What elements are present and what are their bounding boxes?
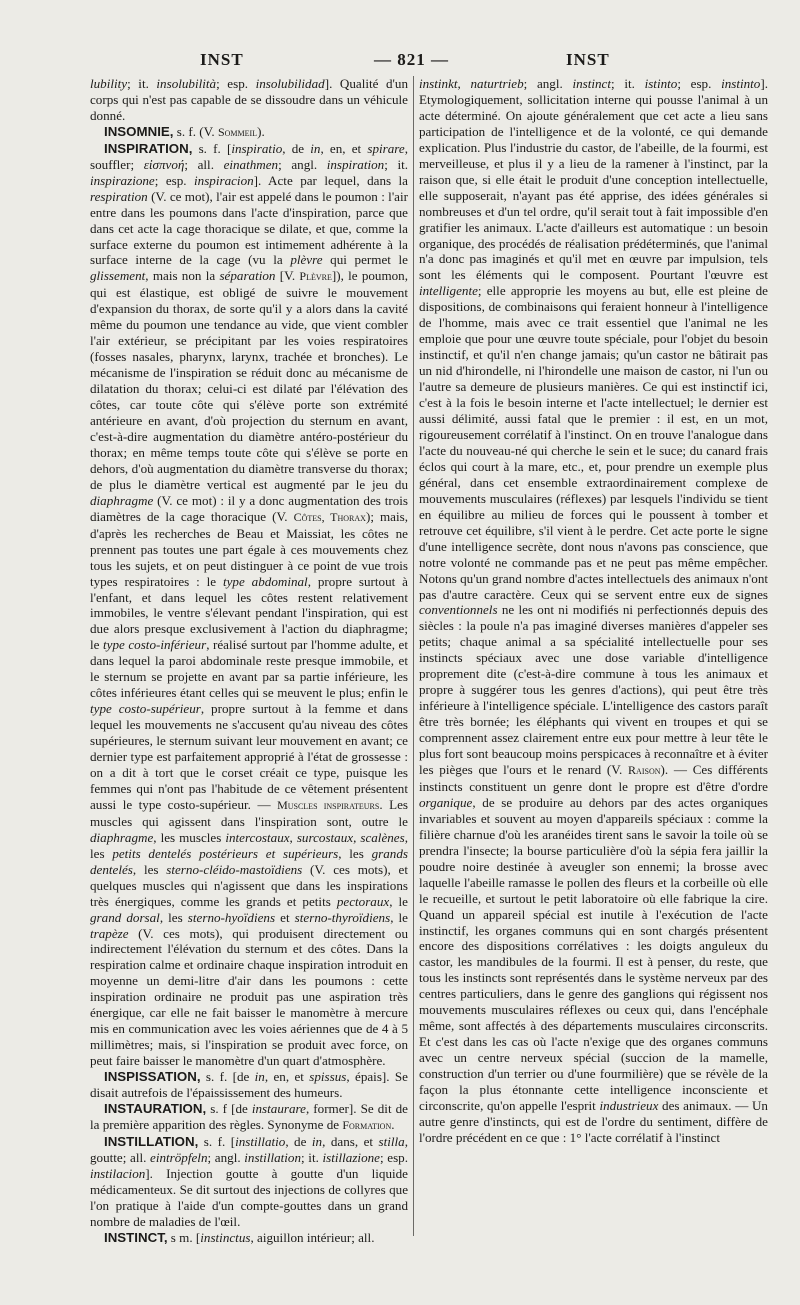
body-text: ; esp.	[216, 76, 256, 91]
italic-term: inspirazione	[90, 172, 155, 188]
italic-term: istillazione	[322, 1149, 380, 1165]
italic-term: industrieux	[599, 1098, 659, 1113]
body-text: ]), le poumon, qui est élastique, est obligé de suivre le mouvement d'expansion du thorax, de sorte qu'il y a alors dans la cavité même du poumon une tendance au vide, que vient combler l'air extérieur, se précipitant par les voies respiratoires (fosses nasales, pharynx, larynx, trachée et bronches). Le mécanisme de l'inspiration se réduit donc au mécanisme de dilatation du thorax; celui-ci est dilaté par l'élévation des côtes, car toute côte qui s'élève porte son extrémité antérieure en avant, d'où projection du sternum en avant, c'est-à-dire augmentation du diamètre antéro-postérieur du thorax; en même temps toute côte qui s'élève se porte en dehors, d'où augmentation du diamètre transverse du thorax; de plus le diamètre vertical est augmenté par le jeu du	[90, 268, 408, 492]
body-text: ); mais, d'après les recherches de Beau et Maissiat, les côtes ne prennent pas toutes une part égale à ces mouvements chez tous les sujets, et on peut distinguer à ce point de vue trois types respiratoires : le	[90, 508, 408, 589]
body-text: ; esp.	[677, 76, 722, 91]
italic-term: type abdominal	[222, 573, 308, 589]
italic-term: in	[311, 1133, 323, 1149]
body-text: s m. [	[167, 1229, 201, 1245]
italic-term: lubility	[90, 76, 128, 91]
italic-term: plèvre	[290, 252, 323, 268]
entry-instillation	[90, 1134, 408, 1230]
body-text: ]. Injection goutte à goutte d'un liquide médicamenteux. Se dit surtout des injections de collyres que l'on pratique à l'aide d'un compte-gouttes dans un grand nombre de maladies de l'œil.	[90, 1165, 408, 1229]
italic-term: type costo-inférieur	[103, 637, 207, 653]
italic-term: sterno-hyoïdiens	[187, 909, 276, 925]
headword: INSTAURATION,	[104, 1101, 207, 1116]
entry-instinct	[90, 1230, 408, 1246]
body-text: , dans, et	[322, 1133, 379, 1149]
italic-term: einathmen	[223, 156, 279, 172]
body-text: ; all.	[184, 156, 224, 172]
header-left-guide-word: INST	[200, 50, 244, 69]
body-text: , mais non la	[145, 268, 220, 284]
body-text: et	[275, 909, 295, 925]
italic-term: instinto	[721, 76, 761, 91]
body-text: , goutte; all.	[90, 1133, 408, 1165]
body-text: , épais]. Se disait autrefois de l'épaississement des humeurs.	[90, 1069, 408, 1101]
body-text: ]. Acte par lequel, dans la	[253, 172, 408, 188]
body-text: , le	[390, 909, 408, 925]
body-text: s. f. (V.	[173, 123, 218, 139]
italic-term: stilla	[378, 1133, 405, 1149]
italic-term: grands dentelés	[90, 845, 408, 877]
body-text: qui permet le	[322, 252, 408, 268]
body-text: (V. ces mots), et quelques muscles qui n'agissent que dans les inspirations très énergiques, comme les grands et petits	[90, 861, 408, 909]
italic-term: diaphragme	[90, 492, 154, 508]
italic-term: insolubilidad	[255, 76, 325, 91]
cross-reference: Sommeil	[217, 124, 258, 139]
body-text: ; angl.	[278, 156, 327, 172]
entry-instauration	[90, 1101, 408, 1134]
italic-term: séparation	[219, 268, 276, 284]
body-text: ; esp.	[154, 172, 195, 188]
italic-term: inspiration	[326, 156, 385, 172]
entry-cont	[90, 76, 408, 124]
italic-term: organique	[419, 794, 473, 810]
headword: INSOMNIE,	[104, 123, 174, 139]
body-text: ; elle approprie les moyens au but, elle est pleine de dispositions, de combinaisons qui feraient honneur à l'intelligence de l'homme, mais avec ce trait essentiel que l'animal ne les emploie que pour une œuvre toute spéciale, pour l'objet du besoin instinctif, et qu'il n'en change jamais; qu'un castor ne bâtirait pas un nid d'hirondelle, ni l'hirondelle une maison de castor, ni l'un ou l'autre sa demeure de plusieurs manières. Ce qui est instinctif ici, c'est à la fois le besoin interne et l'acte intellectuel; le dernier est aussi délimité, aussi fatal que le premier : il est, en un mot, rigoureusement corrélatif à l'instinct. On en trouve l'analogue dans l'acte du nouveau-né qui cherche le sein et le suce; du canard frais éclos qui court à la mare, etc., et, pour prendre un exemple plus général, dans cet ensemble extraordinairement complexe de mouvements musculaires (réflexes) par lesquels l'individu se tient en équilibre au milieu de forces qui le poussent à tomber et retrouve cet équilibre, s'il vient à le perdre. Cet acte porte le signe d'une intelligence secrète, dont nous n'avons pas conscience, que notre volonté ne commande pas et ne peut pas même empêcher. Notons qu'un grand nombre d'actes intellectuels des animaux n'ont pas d'autre caractère. Ceux qui se servent entre eux de signes	[419, 283, 768, 602]
body-text: , de	[282, 140, 311, 156]
column-divider	[413, 76, 414, 1236]
body-text: s. f. [	[192, 140, 232, 156]
italic-term: intercostaux, surcostaux, scalènes	[225, 829, 405, 845]
italic-term: instilacion	[90, 1165, 146, 1181]
body-text: ; angl.	[207, 1149, 245, 1165]
entry-inspiration	[90, 141, 408, 1069]
italic-term: spirare	[367, 140, 405, 156]
body-text: , de se produire au dehors par des actes organiques invariables et souvent au moyen d'appareils spéciaux : comme la filière charnue d'où les aranéides tirent sans le savoir la toile où se prendra l'insecte; la bourse particulière d'où la sépia fera jaillir la poudre noire destinée à aveugler son ennemi; la brosse avec laquelle l'abeille ramasse le pollen des fleurs et la corbeille où elle le recueille, et surtout le petit laboratoire où elle fabrique la cire. Quand un appareil spécial est inutile à l'exécution de l'acte instinctif, les organes communs qui en sont chargés présentent encore des dispositions corrélatives : les doigts anguleux du castor, les mandibules de la fourmi. Il est à penser, du reste, que tous les instincts sont représentés dans le système nerveux par des centres particuliers, dans le genre des ganglions qui régissent nos mouvements musculaires réflexes ou ceux qui, dans l'encéphale même, sont affectés à des départements musculaires circonscrits. Et c'est dans les cas où l'acte n'exige que des organes communs avec un centre nerveux spécial (succion de la mamelle, construction d'un terrier ou d'une fourmilière) que se révèle de la façon la plus étonnante cette intelligence inconsciente et circonscrite, qu'on appelle l'esprit	[419, 794, 768, 1113]
entry-insomnie	[90, 124, 408, 141]
entry-inspissation	[90, 1069, 408, 1101]
left-text-column	[90, 76, 408, 1276]
cross-reference: Raison	[628, 762, 661, 777]
body-text: , les	[338, 845, 372, 861]
italic-term: instillation	[244, 1149, 302, 1165]
body-text: ; it.	[301, 1149, 323, 1165]
body-text: , former]. Se dit de la première apparition des règles. Synonyme de	[90, 1101, 408, 1132]
body-text: , réalisé surtout par l'homme adulte, et dans lequel la paroi abdominale reste presque immobile, et le sternum se projette en avant par sa partie inférieure, les côtes inférieures étant celles qui se meuvent le plus; enfin le	[90, 637, 408, 701]
cross-reference: Côtes, Thorax	[293, 509, 366, 524]
headword: INSTINCT,	[104, 1229, 168, 1245]
body-text: s. f. [de	[200, 1069, 255, 1085]
body-text: (V. ce mot) : il y a donc augmentation des trois diamètres de la cage thoracique (V.	[90, 492, 408, 524]
body-text: (V. ces mots), qui produisent directement ou indirectement l'élévation du sternum et des côtes. Dans la respiration calme et ordinaire chaque inspiration introduit en moyenne un demi-litre d'air dans les poumons : cette inspiration ordinaire ne produit pas une aspiration très énergique, car elle ne fait baisser le manomètre à mercure mis en communication avec les voies aériennes que de 4 à 5 millimètres; mais, si l'inspiration se produit avec force, on peut faire baisser le manomètre d'un quart d'atmosphère.	[90, 925, 408, 1069]
body-text: des animaux. — Un autre genre d'instincts, qui est de l'ordre du sentiment, diffère de l'ordre précédent en ce que : 1° l'acte corrélatif à l'instinct	[419, 1098, 768, 1145]
italic-term: conventionnels	[419, 602, 498, 618]
body-text: ; angl.	[523, 76, 573, 91]
headword: INSPIRATION,	[104, 140, 193, 156]
body-text: (V. ce mot), l'air est appelé dans le poumon : l'air entre dans les poumons dans l'acte d'inspiration, parce que dans cet acte la cage thoracique se dilate, et que, comme la surface externe du poumon est intimement adhérente à la surface interne de la cage (vu la	[90, 188, 408, 268]
italic-term: istinto	[644, 76, 678, 91]
italic-term: insolubilità	[156, 76, 217, 91]
italic-term: inspiratio	[231, 140, 283, 156]
body-text: , de	[285, 1133, 312, 1149]
italic-term: in	[310, 140, 321, 156]
italic-term: eintröpfeln	[150, 1149, 208, 1165]
italic-term: type costo-supérieur	[90, 701, 201, 717]
body-text: , propre surtout à l'enfant, et dans lequel les côtes restent relativement immobiles, le ventre s'élevant pendant l'inspiration, qui est due alors presque exclusivement à l'action du diaphragme; le	[90, 573, 408, 653]
cross-reference: Plèvre	[299, 269, 332, 284]
body-text: ne les ont ni modifiés ni perfectionnés depuis des siècles : la poule n'a pas imaginé diverses manières d'appeler ses petits; chaque animal a sa spécialité intellectuelle pour ses instincts spéciaux avec une dose variable d'intelligence proprement dite (c'est-à-dire commune à tous les animaux et propre à suggérer tous les genres d'actions), qui peut être très inférieure à l'intelligence spéciale. L'intelligence des castors paraît être très bornée; les éléphants qui vivent en troupes et qui se comprennent assez clairement entre eux pour mettre à leur tête le plus fort sont beaucoup moins perspicaces à reconnaître et à éviter les pièges que l'ours et le renard (V.	[419, 602, 768, 777]
italic-term: sterno-thyroïdiens	[294, 909, 391, 925]
body-text: ).	[257, 123, 265, 139]
body-text: ; it.	[127, 76, 157, 91]
body-text: ). — Ces différents instincts constituent un genre dont le propre est d'être d'ordre	[419, 761, 768, 794]
italic-term: trapèze	[90, 925, 129, 941]
italic-term: instinct	[572, 76, 612, 91]
italic-term: instinkt, naturtrieb	[419, 76, 524, 91]
body-text: ; it.	[384, 156, 408, 172]
cross-reference: Muscles inspirateurs	[277, 797, 380, 812]
italic-term: instaurare	[251, 1101, 306, 1116]
italic-term: sterno-cléido-mastoïdiens	[166, 861, 303, 877]
body-text: . Les muscles qui agissent dans l'inspiration sont, outre le	[90, 796, 408, 829]
body-text: ; esp.	[379, 1149, 408, 1165]
body-text: , les	[90, 829, 408, 861]
body-text: ]. Etymologiquement, sollicitation interne qui pousse l'animal à un acte déterminé. On ajoute généralement que cet acte a lieu sans participation de l'intelligence et de la volonté, ce qui demande explication. Plus l'industrie du castor, de l'abeille, de la fourmi, est merveilleuse, et plus il y a lieu de la ramener à l'instinct, par la raison que, si elle était le produit d'une conception intellectuelle, elle supposerait, n'ayant pas été apprise, des idées générales si nombreuses et d'un tel ordre, qu'il serait tout à fait impossible d'en gratifier les animaux. L'acte d'ailleurs est automatique : un besoin organique, des procédés de réalisation prédéterminés, que l'animal n'a donc pas imaginés et qu'il met en œuvre par impulsion, tels sont les éléments qui le composent. Pourtant l'œuvre est	[419, 76, 768, 283]
italic-term: respiration	[90, 188, 148, 204]
body-text: , aiguillon intérieur; all.	[250, 1229, 375, 1245]
italic-term: intelligente	[419, 283, 478, 299]
body-text: , le	[389, 893, 408, 909]
body-text: s. f [de	[206, 1101, 252, 1116]
body-text: ; it.	[611, 76, 645, 91]
headword: INSPISSATION,	[104, 1069, 201, 1085]
headword: INSTILLATION,	[104, 1133, 199, 1149]
body-text: [V.	[275, 268, 300, 284]
italic-term: spissus	[309, 1069, 347, 1085]
body-text: , en, et	[264, 1069, 310, 1085]
italic-term: εἰσπνοή	[143, 156, 185, 172]
body-text: , les muscles	[153, 829, 226, 845]
italic-term: instinctus	[200, 1229, 251, 1245]
italic-term: pectoraux	[336, 893, 390, 909]
body-text: s. f. [	[198, 1133, 236, 1149]
body-text: .	[391, 1116, 395, 1132]
header-right-guide-word: INST	[566, 50, 610, 69]
page-number: — 821 —	[374, 50, 449, 69]
running-header	[80, 50, 780, 74]
body-text: , propre surtout à la femme et dans lequel les mouvements ne s'accusent qu'au niveau des côtes supérieures, le sternum suivant leur mouvement en avant; ce dernier type est parfaitement approprié à l'état de grossesse : on a dit à tort que le corset créait ce type, puisque les femmes qui n'ont pas l'habitude de ce vêtement présentent aussi le type costo-supérieur. —	[90, 701, 408, 812]
italic-term: petits dentelés postérieurs et supérieurs	[112, 845, 339, 861]
italic-term: instillatio	[235, 1133, 286, 1149]
body-text: , les	[159, 909, 188, 925]
right-text-column	[419, 76, 768, 1276]
italic-term: grand dorsal	[90, 909, 160, 925]
italic-term: in	[254, 1069, 265, 1085]
body-text: ]. Qualité d'un corps qui n'est pas capable de se dissoudre dans un véhicule donné.	[90, 76, 408, 123]
body-text: , les	[132, 861, 167, 877]
cross-reference: Formation	[342, 1117, 392, 1132]
italic-term: diaphragme	[90, 829, 154, 845]
entry-instinct-cont	[419, 76, 768, 1146]
body-text: , souffler;	[90, 140, 408, 172]
italic-term: glissement	[90, 268, 146, 284]
body-text: , en, et	[320, 140, 368, 156]
italic-term: inspiracion	[194, 172, 254, 188]
